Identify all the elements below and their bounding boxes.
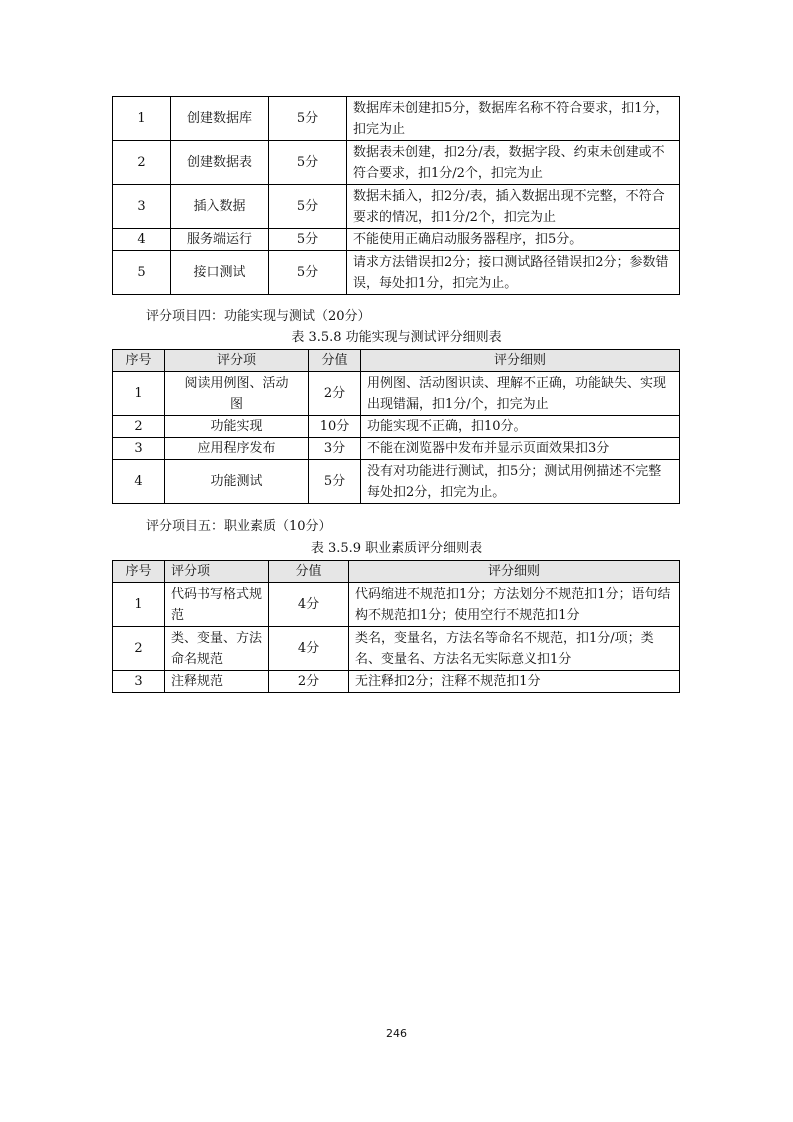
cell-detail: 没有对功能进行测试，扣5分；测试用例描述不完整每处扣2分，扣完为止。: [361, 460, 680, 504]
table-professional-scoring: [112, 560, 680, 693]
cell-item: 功能实现: [165, 416, 309, 438]
cell-detail: 代码缩进不规范扣1分；方法划分不规范扣1分；语句结构不规范扣1分；使用空行不规范扣1分: [349, 583, 680, 627]
table-row: [113, 141, 680, 185]
cell-detail: 数据表未创建，扣2分/表，数据字段、约束未创建或不符合要求，扣1分/2个，扣完为止: [347, 141, 680, 185]
cell-score: 5分: [269, 185, 347, 229]
cell-item: 插入数据: [171, 185, 269, 229]
table-row: [113, 251, 680, 295]
cell-no: 3: [113, 185, 171, 229]
cell-score: 5分: [269, 251, 347, 295]
cell-detail: 不能使用正确启动服务器程序，扣5分。: [347, 229, 680, 251]
cell-no: 5: [113, 251, 171, 295]
header-no: 序号: [113, 350, 165, 372]
cell-no: 1: [113, 97, 171, 141]
cell-item: 类、变量、方法命名规范: [165, 627, 269, 671]
cell-detail: 数据库未创建扣5分，数据库名称不符合要求，扣1分，扣完为止: [347, 97, 680, 141]
cell-detail: 功能实现不正确，扣10分。: [361, 416, 680, 438]
header-no: 序号: [113, 561, 165, 583]
cell-detail: 数据未插入，扣2分/表，插入数据出现不完整，不符合要求的情况，扣1分/2个，扣完为止: [347, 185, 680, 229]
table-row: [113, 460, 680, 504]
table-row: [113, 416, 680, 438]
table-row: [113, 97, 680, 141]
cell-no: 1: [113, 372, 165, 416]
header-score: 分值: [309, 350, 361, 372]
cell-no: 2: [113, 416, 165, 438]
section-heading: 评分项目四：功能实现与测试（20分）: [146, 309, 371, 324]
cell-item: 注释规范: [165, 671, 269, 693]
table-row: [113, 438, 680, 460]
cell-no: 3: [113, 438, 165, 460]
table-caption: 表 3.5.9 职业素质评分细则表: [310, 541, 483, 556]
cell-score: 2分: [269, 671, 349, 693]
table-row: [113, 583, 680, 627]
cell-item: 服务端运行: [171, 229, 269, 251]
cell-score: 3分: [309, 438, 361, 460]
table-header-row: [113, 350, 680, 372]
cell-no: 4: [113, 460, 165, 504]
header-detail: 评分细则: [349, 561, 680, 583]
cell-no: 4: [113, 229, 171, 251]
cell-item: 创建数据库: [171, 97, 269, 141]
cell-detail: 用例图、活动图识读、理解不正确，功能缺失、实现出现错漏，扣1分/个，扣完为止: [361, 372, 680, 416]
table-row: [113, 185, 680, 229]
cell-score: 5分: [269, 229, 347, 251]
table-row: [113, 627, 680, 671]
cell-detail: 无注释扣2分；注释不规范扣1分: [349, 671, 680, 693]
cell-detail: 请求方法错误扣2分；接口测试路径错误扣2分；参数错误，每处扣1分，扣完为止。: [347, 251, 680, 295]
page-number: 246: [386, 1027, 407, 1040]
table-header-row: [113, 561, 680, 583]
table-row: [113, 671, 680, 693]
header-detail: 评分细则: [361, 350, 680, 372]
cell-score: 5分: [269, 97, 347, 141]
header-item: 评分项: [165, 350, 309, 372]
cell-score: 4分: [269, 583, 349, 627]
cell-item: 阅读用例图、活动图: [165, 372, 309, 416]
cell-score: 10分: [309, 416, 361, 438]
cell-item: 功能测试: [165, 460, 309, 504]
header-item: 评分项: [165, 561, 269, 583]
cell-no: 3: [113, 671, 165, 693]
table-caption: 表 3.5.8 功能实现与测试评分细则表: [291, 330, 502, 345]
cell-item: 接口测试: [171, 251, 269, 295]
table-function-scoring: [112, 349, 680, 504]
cell-score: 2分: [309, 372, 361, 416]
cell-no: 2: [113, 627, 165, 671]
table-row: [113, 229, 680, 251]
section-heading: 评分项目五：职业素质（10分）: [146, 519, 332, 534]
cell-score: 5分: [309, 460, 361, 504]
cell-item: 创建数据表: [171, 141, 269, 185]
cell-item: 代码书写格式规范: [165, 583, 269, 627]
table-row: [113, 372, 680, 416]
cell-score: 4分: [269, 627, 349, 671]
cell-detail: 类名，变量名，方法名等命名不规范，扣1分/项；类名、变量名、方法名无实际意义扣1分: [349, 627, 680, 671]
cell-no: 1: [113, 583, 165, 627]
table-db-scoring: [112, 96, 680, 295]
cell-score: 5分: [269, 141, 347, 185]
cell-no: 2: [113, 141, 171, 185]
header-score: 分值: [269, 561, 349, 583]
cell-item: 应用程序发布: [165, 438, 309, 460]
cell-detail: 不能在浏览器中发布并显示页面效果扣3分: [361, 438, 680, 460]
